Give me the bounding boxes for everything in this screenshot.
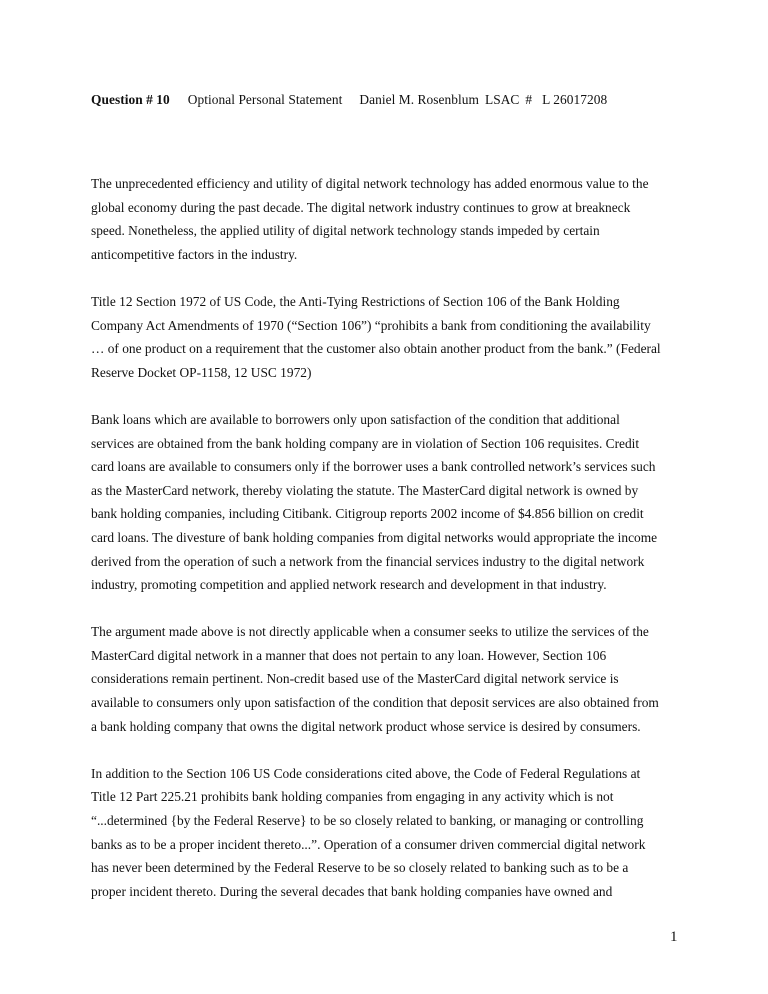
hash-symbol: # bbox=[525, 92, 533, 107]
text-line: card loans. The divesture of bank holding companies from digital networks would appropriate the income bbox=[91, 529, 658, 545]
text-line: a bank holding company that owns the digital network product whose service is desired by consumers. bbox=[91, 718, 641, 734]
page-number: 1 bbox=[670, 929, 678, 945]
text-line: global economy during the past decade. The digital network industry continues to grow at breakneck bbox=[91, 199, 631, 215]
text-line: derived from the operation of such a network from the financial services industry to the digital network bbox=[91, 553, 645, 569]
text-line: speed. Nonetheless, the applied utility of digital network technology stands impeded by certain bbox=[91, 223, 600, 239]
lsac-number: L 26017208 bbox=[542, 92, 608, 107]
text-line: banks as to be a proper incident thereto...”. Operation of a consumer driven commercial digital network bbox=[91, 836, 646, 852]
text-line: Title 12 Part 225.21 prohibits bank holding companies from engaging in any activity which is not bbox=[91, 789, 614, 805]
text-line: as the MasterCard network, thereby violating the statute. The MasterCard digital network is owned by bbox=[91, 482, 639, 498]
text-line: The argument made above is not directly applicable when a consumer seeks to utilize the services of the bbox=[91, 624, 649, 640]
text-line: anticompetitive factors in the industry. bbox=[91, 246, 298, 262]
paragraph bbox=[91, 620, 691, 738]
question-number: Question # 10 bbox=[91, 92, 170, 107]
paragraph bbox=[91, 172, 691, 266]
document-header bbox=[91, 92, 607, 108]
lsac-label: LSAC bbox=[484, 92, 520, 107]
text-line: available to consumers only upon satisfaction of the condition that deposit services are also obtained from bbox=[91, 695, 659, 711]
text-line: Bank loans which are available to borrowers only upon satisfaction of the condition that additional bbox=[91, 411, 620, 427]
paragraph bbox=[91, 290, 691, 384]
text-line: Reserve Docket OP-1158, 12 USC 1972) bbox=[91, 364, 312, 380]
author-name: Daniel M. Rosenblum bbox=[359, 92, 479, 107]
text-line: … of one product on a requirement that the customer also obtain another product from the bank.” (Federal bbox=[91, 341, 661, 357]
text-line: industry, promoting competition and applied network research and development in that industry. bbox=[91, 577, 607, 593]
text-line: card loans are available to consumers only if the borrower uses a bank controlled network’s services such bbox=[91, 459, 656, 475]
text-line: has never been determined by the Federal Reserve to be so closely related to banking such as to be a bbox=[91, 860, 629, 876]
text-line: proper incident thereto. During the several decades that bank holding companies have owned and bbox=[91, 883, 613, 899]
text-line: services are obtained from the bank holding company are in violation of Section 106 requisites. Credit bbox=[91, 435, 640, 451]
paragraph bbox=[91, 408, 691, 597]
text-line: MasterCard digital network in a manner that does not pertain to any loan. However, Section 106 bbox=[91, 647, 607, 663]
text-line: The unprecedented efficiency and utility of digital network technology has added enormous value to the bbox=[91, 176, 649, 191]
text-line: Title 12 Section 1972 of US Code, the Anti-Tying Restrictions of Section 106 of the Bank Holding bbox=[91, 293, 620, 309]
paragraph bbox=[91, 762, 691, 904]
text-line: “...determined {by the Federal Reserve} to be so closely related to banking, or managing or controlling bbox=[91, 813, 644, 829]
text-line: bank holding companies, including Citibank. Citigroup reports 2002 income of $4.856 billion on credit bbox=[91, 506, 644, 522]
text-line: In addition to the Section 106 US Code considerations cited above, the Code of Federal Regulations at bbox=[91, 765, 641, 781]
text-line: considerations remain pertinent. Non-credit based use of the MasterCard digital network service is bbox=[91, 671, 619, 687]
statement-title: Optional Personal Statement bbox=[187, 92, 343, 107]
document-body bbox=[91, 172, 691, 927]
text-line: Company Act Amendments of 1970 (“Section 106”) “prohibits a bank from conditioning the availability bbox=[91, 317, 651, 333]
